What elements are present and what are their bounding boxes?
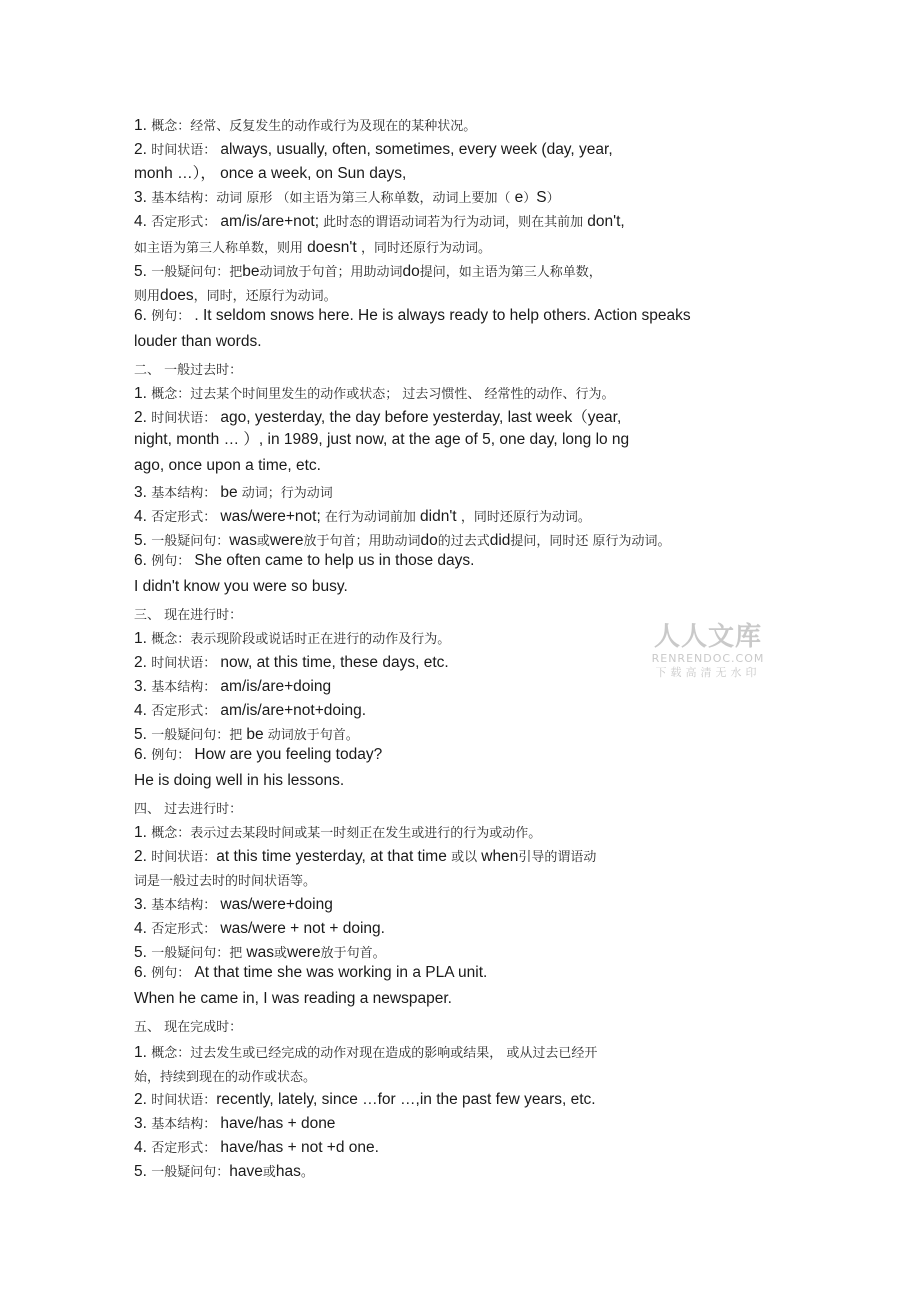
text-segment: be (242, 263, 260, 280)
text-segment: 二、 一般过去时： (134, 363, 243, 378)
text-line (134, 1067, 316, 1088)
text-segment: now, at this time, these days, etc. (220, 654, 449, 671)
text-segment: ago, once upon a time, etc. (134, 457, 321, 474)
text-line (134, 238, 491, 259)
text-segment: 概念：过去发生或已经完成的动作对现在造成的影响或结果， 或从过去已经开 (151, 1046, 598, 1061)
text-line (134, 456, 321, 476)
text-segment: ，同时还原行为动词。 (360, 241, 491, 256)
text-segment: 3. (134, 896, 152, 913)
text-segment: am/is/are+not+doing. (220, 702, 366, 719)
text-line (134, 531, 671, 552)
text-line (134, 895, 333, 916)
text-segment: 5. (134, 1163, 152, 1180)
text-segment: 6. (134, 552, 152, 569)
text-segment: 3. (134, 189, 152, 206)
text-segment: 一般疑问句：把 (151, 728, 247, 743)
text-segment: be (220, 484, 238, 501)
text-segment: 或 (256, 534, 270, 549)
text-segment: 或 (262, 1165, 276, 1180)
text-segment: 2. (134, 654, 152, 671)
text-line (134, 116, 476, 137)
text-line (134, 212, 625, 233)
text-line (134, 701, 366, 722)
text-segment: She often came to help us in those days. (194, 552, 475, 569)
text-line (134, 507, 591, 528)
text-segment: am/is/are+not; (220, 213, 320, 230)
text-segment: was/were+doing (220, 896, 333, 913)
text-line (134, 306, 691, 327)
text-segment: 放于句首；用助动词 (303, 534, 421, 549)
text-segment: did (489, 532, 511, 549)
text-segment: 五、 现在完成时： (134, 1020, 243, 1035)
text-segment: 一般疑问句： (151, 534, 230, 549)
watermark-slogan: 下载高清无水印 (655, 666, 761, 679)
text-line (134, 360, 242, 381)
text-segment: 5. (134, 532, 152, 549)
text-segment: 基本结构： (151, 680, 221, 695)
text-line (134, 653, 449, 674)
watermark-title: 人人文库 (653, 622, 762, 652)
text-segment: 三、 现在进行时： (134, 608, 243, 623)
text-segment: 1. (134, 630, 152, 647)
text-line (134, 629, 450, 650)
text-segment: 概念：表示现阶段或说话时正在进行的动作及行为。 (151, 632, 451, 647)
text-segment: 5. (134, 944, 152, 961)
text-segment: 时间状语： (151, 656, 221, 671)
text-segment: How are you feeling today? (194, 746, 383, 763)
text-segment: do (420, 532, 438, 549)
text-line (134, 771, 344, 791)
text-segment: 否定形式： (151, 922, 221, 937)
text-line (134, 823, 541, 844)
text-segment: 词是一般过去时的时间状语等。 (134, 874, 317, 889)
text-segment: 2. (134, 141, 152, 158)
text-segment: 否定形式： (151, 215, 221, 230)
text-segment: were (286, 944, 321, 961)
text-line (134, 1138, 379, 1159)
text-segment: 3. (134, 484, 152, 501)
text-line (134, 262, 602, 283)
text-segment: 四、 过去进行时： (134, 802, 243, 817)
text-segment: e (514, 189, 524, 206)
text-segment: 一般疑问句： (151, 1165, 230, 1180)
text-segment: 始，持续到现在的动作或状态。 (134, 1070, 317, 1085)
text-segment: 提问，如主语为第三人称单数， (419, 265, 602, 280)
text-segment: do (402, 263, 420, 280)
text-segment: 2. (134, 1091, 152, 1108)
text-segment: 4. (134, 508, 152, 525)
text-line (134, 1090, 596, 1111)
text-segment: 否定形式： (151, 1141, 221, 1156)
watermark-domain: RENRENDOC.COM (651, 652, 765, 665)
text-segment: 则用 (134, 289, 161, 304)
text-segment: have/has + done (220, 1115, 336, 1132)
text-segment: 。 (300, 1165, 314, 1180)
text-segment: 2. (134, 409, 152, 426)
text-segment: He is doing well in his lessons. (134, 772, 345, 789)
text-segment: has (275, 1163, 301, 1180)
text-segment: 否定形式： (151, 704, 221, 719)
text-segment: 如主语为第三人称单数，则用 (134, 241, 308, 256)
text-line (134, 871, 316, 892)
text-segment: louder than words. (134, 333, 262, 350)
text-segment: 6. (134, 964, 152, 981)
text-segment: at this time yesterday, at that time (216, 848, 452, 865)
text-segment: am/is/are+doing (220, 678, 332, 695)
text-segment: 1. (134, 1044, 152, 1061)
text-line (134, 384, 615, 405)
text-segment: 1. (134, 117, 152, 134)
text-segment: 时间状语： (151, 143, 221, 158)
text-line (134, 725, 359, 746)
text-segment: 3. (134, 1115, 152, 1132)
text-segment: 例句： (151, 554, 195, 569)
text-segment: ） (546, 191, 560, 206)
text-segment: were (269, 532, 304, 549)
text-line (134, 605, 242, 626)
text-segment: I didn't know you were so busy. (134, 578, 348, 595)
text-segment: At that time she was working in a PLA unit. (194, 964, 488, 981)
text-segment: 提问，同时还 原行为动词。 (510, 534, 671, 549)
text-segment: 5. (134, 726, 152, 743)
text-segment: 4. (134, 702, 152, 719)
text-segment: night, month … ）, in 1989, just now, at the age of 5, one day, long lo ng (134, 431, 630, 448)
text-line (134, 188, 560, 209)
text-segment: 时间状语： (151, 850, 217, 865)
text-line (134, 483, 333, 504)
text-segment: was (229, 532, 257, 549)
text-segment: 概念：经常、反复发生的动作或行为及现在的某种状况。 (151, 119, 477, 134)
text-segment: . It seldom snows here. He is always ready to help others. Action speaks (194, 307, 691, 324)
text-segment: 6. (134, 746, 152, 763)
text-segment: was (246, 944, 274, 961)
text-segment: ，同时还原行为动词。 (460, 510, 591, 525)
text-line (134, 847, 596, 868)
text-line (134, 1162, 314, 1183)
text-segment: have/has + not +d one. (220, 1139, 379, 1156)
text-segment: 时间状语： (151, 411, 221, 426)
text-line (134, 677, 331, 698)
text-segment: didn't (420, 508, 461, 525)
text-segment: 或 (273, 946, 287, 961)
text-segment: 例句： (151, 748, 195, 763)
text-segment: 一般疑问句：把 (151, 946, 247, 961)
text-line (134, 943, 386, 964)
text-segment: have (229, 1163, 263, 1180)
text-segment: 动词放于句首。 (263, 728, 359, 743)
text-line (134, 919, 385, 940)
text-segment: 动词；行为动词 (237, 486, 333, 501)
text-segment: when (481, 848, 519, 865)
text-segment: 4. (134, 1139, 152, 1156)
text-segment: 4. (134, 920, 152, 937)
text-segment: don't, (587, 213, 625, 230)
text-segment: 6. (134, 307, 152, 324)
text-segment: 的过去式 (437, 534, 490, 549)
text-segment: 1. (134, 385, 152, 402)
text-segment: ago, yesterday, the day before yesterday, last week（year, (220, 409, 622, 426)
text-segment: 时间状语： (151, 1093, 217, 1108)
text-line (134, 408, 621, 429)
text-line (134, 140, 613, 161)
text-segment: When he came in, I was reading a newspaper. (134, 990, 452, 1007)
text-segment: 4. (134, 213, 152, 230)
text-segment: always, usually, often, sometimes, every week (day, year, (220, 141, 613, 158)
text-segment: 例句： (151, 309, 195, 324)
text-segment: 基本结构： (151, 1117, 221, 1132)
text-segment: was/were + not + doing. (220, 920, 385, 937)
text-line (134, 1043, 597, 1064)
text-segment: 3. (134, 678, 152, 695)
text-segment: 此时态的谓语动词若为行为动词，则在其前加 (319, 215, 588, 230)
text-segment: does (160, 287, 194, 304)
text-segment: S (536, 189, 547, 206)
text-segment: 概念：过去某个时间里发生的动作或状态； 过去习惯性、 经常性的动作、行为。 (151, 387, 615, 402)
text-segment: 放于句首。 (320, 946, 386, 961)
text-line (134, 799, 242, 820)
text-segment: 在行为动词前加 (320, 510, 421, 525)
text-segment: 概念：表示过去某段时间或某一时刻正在发生或进行的行为或动作。 (151, 826, 542, 841)
text-segment: 2. (134, 848, 152, 865)
text-segment: ） (523, 191, 537, 206)
text-line (134, 989, 452, 1009)
text-segment: 5. (134, 263, 152, 280)
text-line (134, 1017, 242, 1038)
text-line (134, 577, 348, 597)
text-segment: ，同时，还原行为动词。 (193, 289, 337, 304)
text-line (134, 286, 337, 307)
text-segment: monh …）， once a week, on Sun days, (134, 165, 407, 182)
text-segment: 引导的谓语动 (518, 850, 597, 865)
text-segment: 基本结构：动词 原形 （如主语为第三人称单数，动词上要加（ (151, 191, 515, 206)
text-segment: 动词放于句首；用助动词 (259, 265, 403, 280)
text-line (134, 430, 629, 450)
text-segment: 1. (134, 824, 152, 841)
text-segment: doesn't (307, 239, 361, 256)
text-segment: recently, lately, since …for …,in the past few years, etc. (216, 1091, 596, 1108)
text-line (134, 164, 406, 184)
text-line (134, 332, 262, 352)
text-segment: 否定形式： (151, 510, 221, 525)
text-line (134, 963, 487, 984)
watermark-logo (646, 622, 770, 680)
text-line (134, 551, 474, 572)
text-segment: 一般疑问句：把 (151, 265, 243, 280)
text-line (134, 745, 382, 766)
text-segment: 基本结构： (151, 486, 221, 501)
text-segment: was/were+not; (220, 508, 321, 525)
text-segment: 基本结构： (151, 898, 221, 913)
text-line (134, 1114, 335, 1135)
text-segment: be (246, 726, 264, 743)
text-segment: 例句： (151, 966, 195, 981)
text-segment: 或以 (451, 850, 482, 865)
